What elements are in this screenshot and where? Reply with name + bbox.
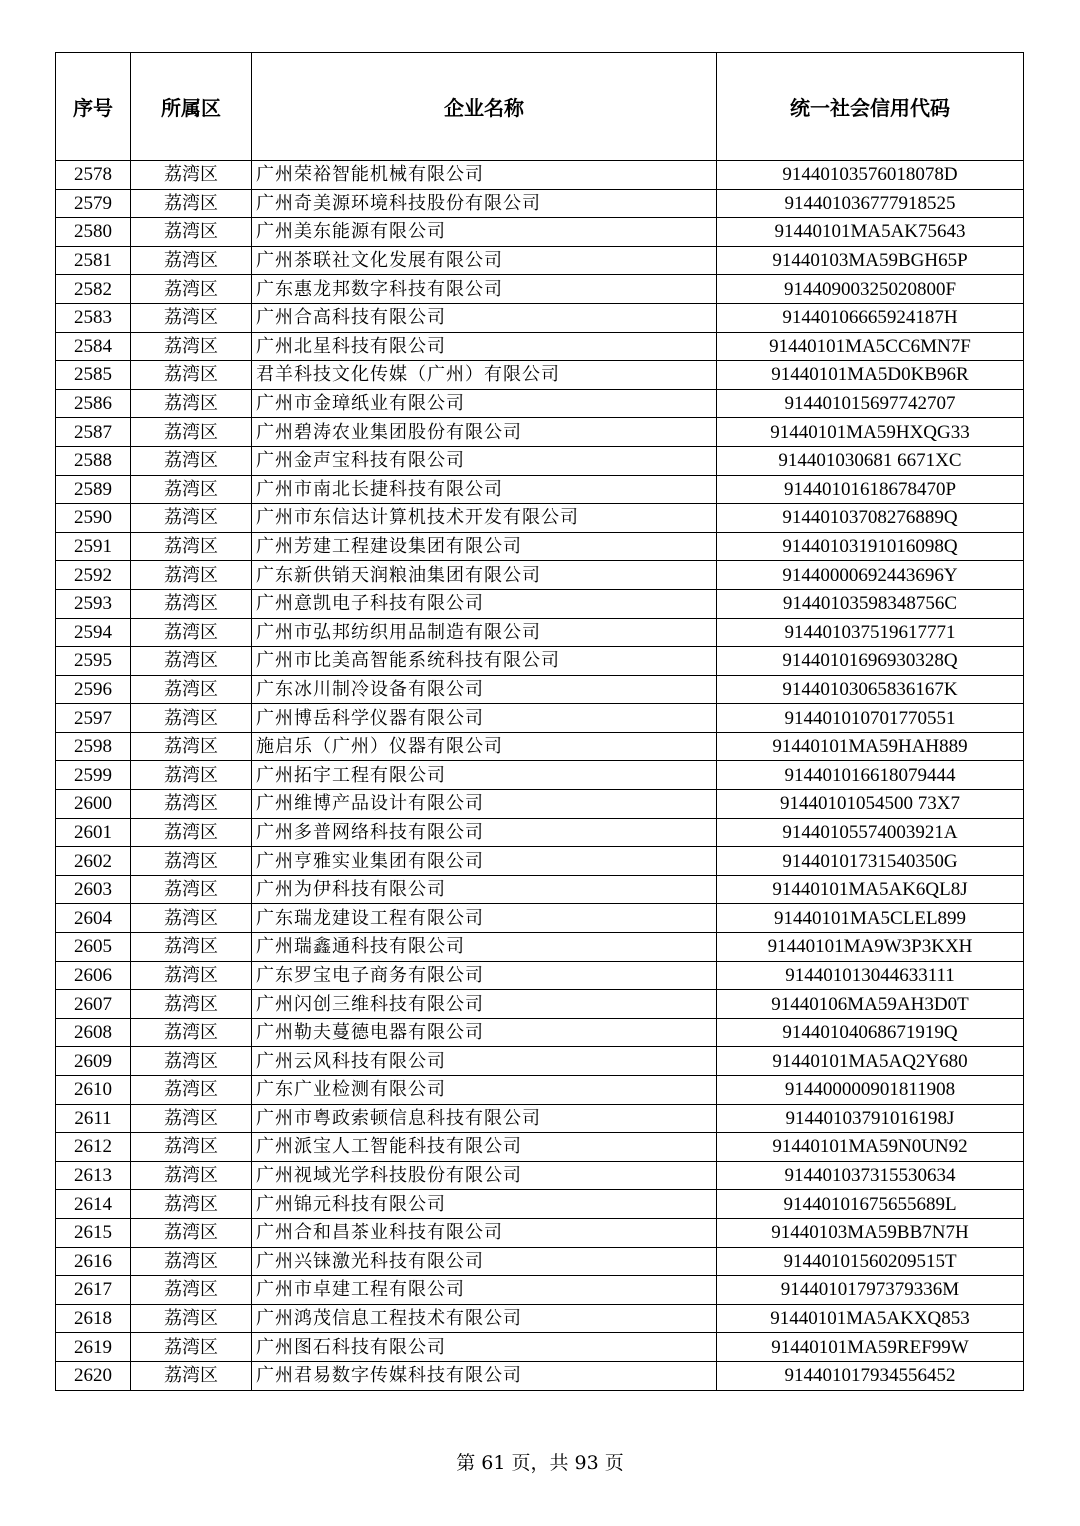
row-district: 荔湾区 xyxy=(131,790,252,819)
table-header-row xyxy=(56,53,1024,161)
table-row xyxy=(56,504,1024,533)
row-company-name: 广州亨雅实业集团有限公司 xyxy=(252,847,717,876)
row-serial-number: 2593 xyxy=(56,589,131,618)
table-row xyxy=(56,933,1024,962)
table-row xyxy=(56,332,1024,361)
row-company-name: 广州北星科技有限公司 xyxy=(252,332,717,361)
row-serial-number: 2580 xyxy=(56,218,131,247)
row-district: 荔湾区 xyxy=(131,990,252,1019)
table-row xyxy=(56,418,1024,447)
row-company-name: 广州市南北长捷科技有限公司 xyxy=(252,475,717,504)
row-company-name: 广东广业检测有限公司 xyxy=(252,1076,717,1105)
table-row xyxy=(56,189,1024,218)
row-credit-code: 91440101MA5AQ2Y680 xyxy=(717,1047,1024,1076)
table-row xyxy=(56,818,1024,847)
row-company-name: 广州芳建工程建设集团有限公司 xyxy=(252,532,717,561)
row-serial-number: 2590 xyxy=(56,504,131,533)
row-company-name: 广东罗宝电子商务有限公司 xyxy=(252,961,717,990)
row-credit-code: 91440101MA59REF99W xyxy=(717,1333,1024,1362)
row-company-name: 广州奇美源环境科技股份有限公司 xyxy=(252,189,717,218)
row-credit-code: 91440103191016098Q xyxy=(717,532,1024,561)
header-company-name: 企业名称 xyxy=(252,53,717,161)
row-district: 荔湾区 xyxy=(131,504,252,533)
row-district: 荔湾区 xyxy=(131,246,252,275)
row-credit-code: 91440101MA59HXQG33 xyxy=(717,418,1024,447)
row-company-name: 广州市金璋纸业有限公司 xyxy=(252,389,717,418)
row-company-name: 广州拓宇工程有限公司 xyxy=(252,761,717,790)
table-row xyxy=(56,446,1024,475)
row-credit-code: 91440103MA59BGH65P xyxy=(717,246,1024,275)
page-footer: 第 61 页，共 93 页 xyxy=(456,1452,624,1474)
row-district: 荔湾区 xyxy=(131,875,252,904)
row-credit-code: 91440900325020800F xyxy=(717,275,1024,304)
table-row xyxy=(56,1133,1024,1162)
row-district: 荔湾区 xyxy=(131,933,252,962)
table-row xyxy=(56,561,1024,590)
row-district: 荔湾区 xyxy=(131,532,252,561)
row-company-name: 广州美东能源有限公司 xyxy=(252,218,717,247)
row-serial-number: 2589 xyxy=(56,475,131,504)
row-company-name: 施启乐（广州）仪器有限公司 xyxy=(252,732,717,761)
row-company-name: 广州视域光学科技股份有限公司 xyxy=(252,1161,717,1190)
table-row xyxy=(56,1161,1024,1190)
row-company-name: 广州金声宝科技有限公司 xyxy=(252,446,717,475)
table-row xyxy=(56,1190,1024,1219)
enterprise-table xyxy=(55,52,1024,1391)
row-company-name: 广州勒夫蔓德电器有限公司 xyxy=(252,1018,717,1047)
row-district: 荔湾区 xyxy=(131,418,252,447)
row-company-name: 广州意凯电子科技有限公司 xyxy=(252,589,717,618)
row-serial-number: 2615 xyxy=(56,1218,131,1247)
row-credit-code: 91440101MA5CC6MN7F xyxy=(717,332,1024,361)
row-serial-number: 2582 xyxy=(56,275,131,304)
enterprise-list-sheet xyxy=(55,52,1023,1391)
row-company-name: 广州图石科技有限公司 xyxy=(252,1333,717,1362)
row-serial-number: 2616 xyxy=(56,1247,131,1276)
table-row xyxy=(56,732,1024,761)
row-credit-code: 91440101731540350G xyxy=(717,847,1024,876)
row-company-name: 广州市弘邦纺织用品制造有限公司 xyxy=(252,618,717,647)
row-district: 荔湾区 xyxy=(131,1276,252,1305)
row-credit-code: 91440101054500 73X7 xyxy=(717,790,1024,819)
row-company-name: 广州多普网络科技有限公司 xyxy=(252,818,717,847)
row-company-name: 君羊科技文化传媒（广州）有限公司 xyxy=(252,361,717,390)
table-row xyxy=(56,303,1024,332)
row-district: 荔湾区 xyxy=(131,218,252,247)
row-company-name: 广州合高科技有限公司 xyxy=(252,303,717,332)
row-serial-number: 2609 xyxy=(56,1047,131,1076)
row-serial-number: 2592 xyxy=(56,561,131,590)
row-district: 荔湾区 xyxy=(131,647,252,676)
row-credit-code: 91440101MA5AK6QL8J xyxy=(717,875,1024,904)
table-row xyxy=(56,532,1024,561)
row-serial-number: 2599 xyxy=(56,761,131,790)
row-district: 荔湾区 xyxy=(131,1333,252,1362)
table-row xyxy=(56,875,1024,904)
row-credit-code: 91440101618678470P xyxy=(717,475,1024,504)
row-district: 荔湾区 xyxy=(131,361,252,390)
row-district: 荔湾区 xyxy=(131,561,252,590)
row-credit-code: 91440101797379336M xyxy=(717,1276,1024,1305)
table-row xyxy=(56,704,1024,733)
row-credit-code: 91440103708276889Q xyxy=(717,504,1024,533)
table-row xyxy=(56,847,1024,876)
row-district: 荔湾区 xyxy=(131,1133,252,1162)
row-district: 荔湾区 xyxy=(131,1361,252,1390)
row-company-name: 广州派宝人工智能科技有限公司 xyxy=(252,1133,717,1162)
table-row xyxy=(56,1104,1024,1133)
row-credit-code: 91440106MA59AH3D0T xyxy=(717,990,1024,1019)
row-credit-code: 91440101MA5AKXQ853 xyxy=(717,1304,1024,1333)
row-district: 荔湾区 xyxy=(131,761,252,790)
row-credit-code: 91440103576018078D xyxy=(717,161,1024,190)
row-district: 荔湾区 xyxy=(131,618,252,647)
row-company-name: 广州鸿茂信息工程技术有限公司 xyxy=(252,1304,717,1333)
row-serial-number: 2605 xyxy=(56,933,131,962)
table-row xyxy=(56,790,1024,819)
row-district: 荔湾区 xyxy=(131,904,252,933)
row-company-name: 广州兴铼激光科技有限公司 xyxy=(252,1247,717,1276)
row-company-name: 广州茶联社文化发展有限公司 xyxy=(252,246,717,275)
row-serial-number: 2597 xyxy=(56,704,131,733)
row-serial-number: 2594 xyxy=(56,618,131,647)
table-row xyxy=(56,161,1024,190)
row-district: 荔湾区 xyxy=(131,1076,252,1105)
table-row xyxy=(56,675,1024,704)
table-row xyxy=(56,1218,1024,1247)
row-district: 荔湾区 xyxy=(131,303,252,332)
table-row xyxy=(56,1047,1024,1076)
row-district: 荔湾区 xyxy=(131,1190,252,1219)
row-credit-code: 91440101MA5D0KB96R xyxy=(717,361,1024,390)
row-district: 荔湾区 xyxy=(131,1047,252,1076)
row-serial-number: 2608 xyxy=(56,1018,131,1047)
row-serial-number: 2578 xyxy=(56,161,131,190)
row-district: 荔湾区 xyxy=(131,847,252,876)
row-credit-code: 91440101MA5AK75643 xyxy=(717,218,1024,247)
row-company-name: 广州君易数字传媒科技有限公司 xyxy=(252,1361,717,1390)
table-row xyxy=(56,389,1024,418)
row-company-name: 广东冰川制冷设备有限公司 xyxy=(252,675,717,704)
row-district: 荔湾区 xyxy=(131,589,252,618)
table-row xyxy=(56,361,1024,390)
table-row xyxy=(56,761,1024,790)
row-company-name: 广东新供销天润粮油集团有限公司 xyxy=(252,561,717,590)
row-credit-code: 914401016618079444 xyxy=(717,761,1024,790)
header-serial-number: 序号 xyxy=(56,53,131,161)
table-row xyxy=(56,1361,1024,1390)
row-district: 荔湾区 xyxy=(131,818,252,847)
table-row xyxy=(56,618,1024,647)
row-district: 荔湾区 xyxy=(131,1218,252,1247)
row-serial-number: 2603 xyxy=(56,875,131,904)
row-company-name: 广州市比美高智能系统科技有限公司 xyxy=(252,647,717,676)
row-serial-number: 2581 xyxy=(56,246,131,275)
row-serial-number: 2584 xyxy=(56,332,131,361)
row-district: 荔湾区 xyxy=(131,732,252,761)
row-company-name: 广州碧涛农业集团股份有限公司 xyxy=(252,418,717,447)
row-credit-code: 914400000901811908 xyxy=(717,1076,1024,1105)
row-credit-code: 91440101MA59N0UN92 xyxy=(717,1133,1024,1162)
row-serial-number: 2586 xyxy=(56,389,131,418)
row-company-name: 广州锦元科技有限公司 xyxy=(252,1190,717,1219)
row-credit-code: 91440103598348756C xyxy=(717,589,1024,618)
row-district: 荔湾区 xyxy=(131,446,252,475)
table-row xyxy=(56,990,1024,1019)
table-row xyxy=(56,275,1024,304)
row-company-name: 广州荣裕智能机械有限公司 xyxy=(252,161,717,190)
row-credit-code: 914401036777918525 xyxy=(717,189,1024,218)
row-district: 荔湾区 xyxy=(131,332,252,361)
row-district: 荔湾区 xyxy=(131,161,252,190)
row-credit-code: 91440101MA59HAH889 xyxy=(717,732,1024,761)
table-row xyxy=(56,1276,1024,1305)
row-serial-number: 2604 xyxy=(56,904,131,933)
row-district: 荔湾区 xyxy=(131,704,252,733)
row-district: 荔湾区 xyxy=(131,1161,252,1190)
header-district: 所属区 xyxy=(131,53,252,161)
row-company-name: 广州为伊科技有限公司 xyxy=(252,875,717,904)
row-credit-code: 91440103065836167K xyxy=(717,675,1024,704)
row-serial-number: 2607 xyxy=(56,990,131,1019)
table-row xyxy=(56,961,1024,990)
row-district: 荔湾区 xyxy=(131,675,252,704)
table-row xyxy=(56,218,1024,247)
table-row xyxy=(56,1076,1024,1105)
table-row xyxy=(56,246,1024,275)
row-district: 荔湾区 xyxy=(131,1247,252,1276)
row-serial-number: 2591 xyxy=(56,532,131,561)
row-credit-code: 91440106665924187H xyxy=(717,303,1024,332)
table-row xyxy=(56,1247,1024,1276)
row-district: 荔湾区 xyxy=(131,1018,252,1047)
row-serial-number: 2595 xyxy=(56,647,131,676)
table-row xyxy=(56,904,1024,933)
row-credit-code: 91440104068671919Q xyxy=(717,1018,1024,1047)
row-credit-code: 914401015697742707 xyxy=(717,389,1024,418)
row-credit-code: 91440101675655689L xyxy=(717,1190,1024,1219)
row-credit-code: 914401010701770551 xyxy=(717,704,1024,733)
row-serial-number: 2620 xyxy=(56,1361,131,1390)
row-credit-code: 91440000692443696Y xyxy=(717,561,1024,590)
row-serial-number: 2619 xyxy=(56,1333,131,1362)
row-serial-number: 2606 xyxy=(56,961,131,990)
row-serial-number: 2602 xyxy=(56,847,131,876)
row-credit-code: 91440105574003921A xyxy=(717,818,1024,847)
row-company-name: 广州博岳科学仪器有限公司 xyxy=(252,704,717,733)
table-row xyxy=(56,475,1024,504)
row-serial-number: 2601 xyxy=(56,818,131,847)
row-district: 荔湾区 xyxy=(131,275,252,304)
row-company-name: 广州市粤政索顿信息科技有限公司 xyxy=(252,1104,717,1133)
row-company-name: 广州市卓建工程有限公司 xyxy=(252,1276,717,1305)
row-credit-code: 914401030681 6671XC xyxy=(717,446,1024,475)
row-serial-number: 2611 xyxy=(56,1104,131,1133)
row-serial-number: 2614 xyxy=(56,1190,131,1219)
table-row xyxy=(56,1304,1024,1333)
row-serial-number: 2583 xyxy=(56,303,131,332)
row-district: 荔湾区 xyxy=(131,475,252,504)
row-district: 荔湾区 xyxy=(131,961,252,990)
row-serial-number: 2612 xyxy=(56,1133,131,1162)
row-district: 荔湾区 xyxy=(131,1304,252,1333)
row-serial-number: 2617 xyxy=(56,1276,131,1305)
row-credit-code: 914401013044633111 xyxy=(717,961,1024,990)
row-serial-number: 2588 xyxy=(56,446,131,475)
row-district: 荔湾区 xyxy=(131,389,252,418)
row-credit-code: 91440103MA59BB7N7H xyxy=(717,1218,1024,1247)
row-credit-code: 91440103791016198J xyxy=(717,1104,1024,1133)
table-row xyxy=(56,589,1024,618)
row-serial-number: 2585 xyxy=(56,361,131,390)
row-serial-number: 2613 xyxy=(56,1161,131,1190)
row-credit-code: 914401037315530634 xyxy=(717,1161,1024,1190)
row-company-name: 广东惠龙邦数字科技有限公司 xyxy=(252,275,717,304)
table-row xyxy=(56,1018,1024,1047)
row-credit-code: 91440101696930328Q xyxy=(717,647,1024,676)
row-credit-code: 914401017934556452 xyxy=(717,1361,1024,1390)
row-serial-number: 2618 xyxy=(56,1304,131,1333)
row-company-name: 广州维博产品设计有限公司 xyxy=(252,790,717,819)
row-credit-code: 91440101560209515T xyxy=(717,1247,1024,1276)
row-serial-number: 2596 xyxy=(56,675,131,704)
row-serial-number: 2610 xyxy=(56,1076,131,1105)
row-credit-code: 91440101MA9W3P3KXH xyxy=(717,933,1024,962)
row-credit-code: 91440101MA5CLEL899 xyxy=(717,904,1024,933)
row-company-name: 广州合和昌茶业科技有限公司 xyxy=(252,1218,717,1247)
table-body xyxy=(56,161,1024,1391)
row-company-name: 广东瑞龙建设工程有限公司 xyxy=(252,904,717,933)
row-serial-number: 2579 xyxy=(56,189,131,218)
row-company-name: 广州瑞鑫通科技有限公司 xyxy=(252,933,717,962)
row-company-name: 广州市东信达计算机技术开发有限公司 xyxy=(252,504,717,533)
row-serial-number: 2598 xyxy=(56,732,131,761)
row-company-name: 广州闪创三维科技有限公司 xyxy=(252,990,717,1019)
row-district: 荔湾区 xyxy=(131,1104,252,1133)
table-row xyxy=(56,647,1024,676)
row-credit-code: 914401037519617771 xyxy=(717,618,1024,647)
table-row xyxy=(56,1333,1024,1362)
row-district: 荔湾区 xyxy=(131,189,252,218)
row-company-name: 广州云风科技有限公司 xyxy=(252,1047,717,1076)
row-serial-number: 2587 xyxy=(56,418,131,447)
header-credit-code: 统一社会信用代码 xyxy=(717,53,1024,161)
row-serial-number: 2600 xyxy=(56,790,131,819)
